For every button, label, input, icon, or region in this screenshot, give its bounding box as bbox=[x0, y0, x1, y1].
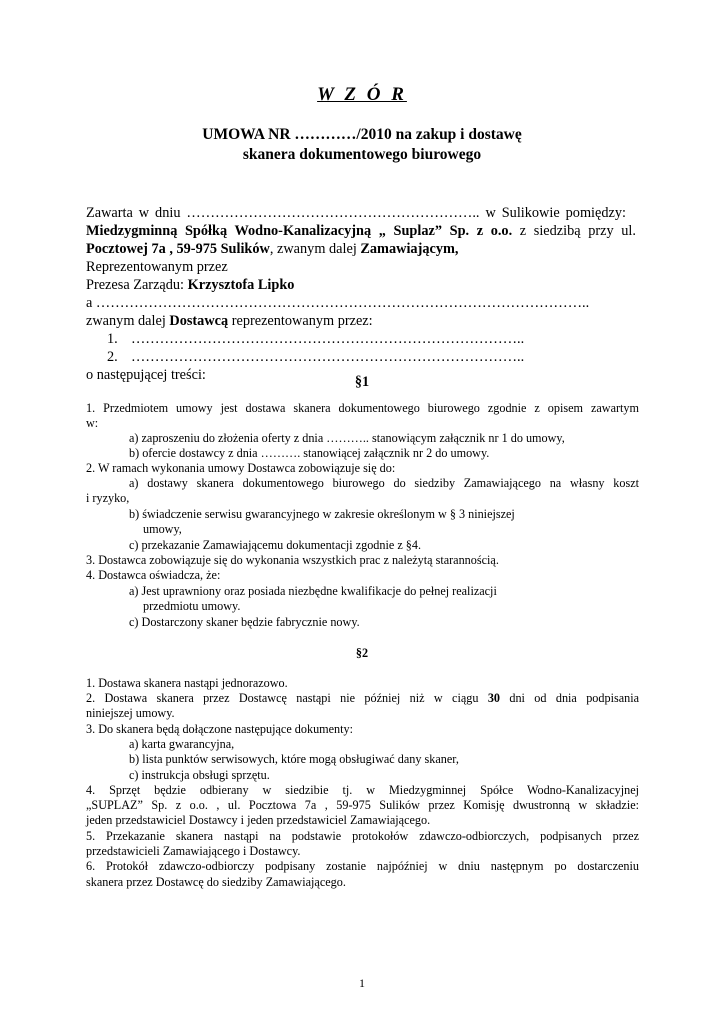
intro-line-7-post: reprezentowanym przez: bbox=[228, 313, 373, 329]
intro-line-3-mid: , zwanym dalej bbox=[269, 241, 361, 257]
s2-item-2 bbox=[86, 691, 639, 707]
s2-item-4: 4. Sprzęt będzie odbierany w siedzibie tj. w Miedzygminnej Spółce Wodno-Kanalizacyjnej bbox=[86, 783, 639, 797]
s2-item-4-cont2: jeden przedstawiciel Dostawcy i jeden przedstawiciel Zamawiającego. bbox=[86, 813, 431, 827]
s1-item-1b: b) ofercie dostawcy z dnia ………. stanowiącej załącznik nr 2 do umowy. bbox=[129, 446, 490, 460]
representative-1: ……………………………………………………………………….. bbox=[131, 331, 525, 347]
s2-item-6: 6. Protokół zdawczo-odbiorczy podpisany zostanie najpóźniej w dniu następnym po dostarczeniu bbox=[86, 859, 639, 873]
s2-item-2-pre: 2. Dostawa skanera przez Dostawcę nastąpi nie później niż w ciągu bbox=[86, 691, 488, 705]
contract-title: UMOWA NR …………/2010 na zakup i dostawę bbox=[202, 126, 522, 143]
representative-2-number: 2. bbox=[107, 349, 118, 365]
delivery-days: 30 bbox=[487, 691, 500, 705]
intro-line-2-rest: z siedzibą przy ul. bbox=[512, 223, 636, 239]
representative-2: ……………………………………………………………………….. bbox=[131, 349, 525, 365]
intro-line-5 bbox=[86, 276, 294, 294]
s1-item-1a: a) zaproszeniu do złożenia oferty z dnia ……….. stanowiącym załącznik nr 1 do umowy, bbox=[129, 431, 565, 445]
s1-item-2c: c) przekazanie Zamawiającemu dokumentacji zgodnie z §4. bbox=[129, 538, 422, 552]
president-name: Krzysztofa Lipko bbox=[187, 277, 295, 293]
s2-item-5: 5. Przekazanie skanera nastąpi na podstawie protokołów zdawczo-odbiorczych, podpisanych przez bbox=[86, 829, 639, 843]
party-role: Zamawiającym, bbox=[360, 241, 459, 257]
intro-line-2 bbox=[86, 222, 636, 240]
contract-subtitle: skanera dokumentowego biurowego bbox=[242, 146, 482, 163]
party-address: Pocztowej 7a , 59-975 Sulików bbox=[86, 241, 270, 257]
section-1-heading: §1 bbox=[354, 374, 370, 390]
intro-line-10: o następującej treści: bbox=[86, 367, 206, 383]
s2-item-3c: c) instrukcja obsługi sprzętu. bbox=[129, 768, 270, 782]
intro-line-5-pre: Prezesa Zarządu: bbox=[86, 277, 188, 293]
section-2-heading: §2 bbox=[355, 646, 369, 660]
s2-item-3a: a) karta gwarancyjna, bbox=[129, 737, 235, 751]
supplier-label: Dostawcą bbox=[169, 313, 229, 329]
document-watermark-title: W Z Ó R bbox=[317, 84, 407, 105]
s2-item-2-post: dni od dnia podpisania bbox=[500, 691, 640, 705]
s1-item-2b: b) świadczenie serwisu gwarancyjnego w zakresie określonym w § 3 niniejszej bbox=[129, 507, 515, 521]
s1-item-2: 2. W ramach wykonania umowy Dostawca zobowiązuje się do: bbox=[86, 461, 396, 475]
s2-item-5-cont: przedstawicieli Zamawiającego i Dostawcy. bbox=[86, 844, 301, 858]
intro-line-7-pre: zwanym dalej bbox=[86, 313, 170, 329]
s2-item-2-cont: niniejszej umowy. bbox=[86, 706, 175, 720]
s1-item-2b-cont: umowy, bbox=[143, 522, 182, 536]
intro-line-6: a ………………………………………………………………………………………….. bbox=[86, 295, 590, 311]
s2-item-1: 1. Dostawa skanera nastąpi jednorazowo. bbox=[86, 676, 288, 690]
s2-item-6-cont: skanera przez Dostawcę do siedziby Zamawiającego. bbox=[86, 875, 346, 889]
intro-line-1: Zawarta w dniu …………………………………………………….. w Sulikowie pomiędzy: bbox=[86, 205, 626, 221]
s2-item-3: 3. Do skanera będą dołączone następujące dokumenty: bbox=[86, 722, 354, 736]
s1-item-4a-cont: przedmiotu umowy. bbox=[143, 599, 241, 613]
s2-item-4-cont1: „SUPLAZ” Sp. z o.o. , ul. Pocztowa 7a , 59-975 Sulików przez Komisję dwustronną w składzie: bbox=[86, 798, 639, 812]
s1-item-4c: c) Dostarczony skaner będzie fabrycznie nowy. bbox=[129, 615, 360, 629]
s1-item-2a: a) dostawy skanera dokumentowego biurowego do siedziby Zamawiającego na własny koszt bbox=[129, 476, 639, 490]
s1-item-4a: a) Jest uprawniony oraz posiada niezbędne kwalifikacje do pełnej realizacji bbox=[129, 584, 497, 598]
intro-line-7 bbox=[86, 312, 373, 330]
intro-line-4: Reprezentowanym przez bbox=[86, 259, 228, 275]
s1-item-1-cont: w: bbox=[86, 416, 99, 430]
page-number: 1 bbox=[359, 976, 365, 990]
s1-item-2a-cont: i ryzyko, bbox=[86, 491, 130, 505]
s1-item-4: 4. Dostawca oświadcza, że: bbox=[86, 568, 221, 582]
representative-1-number: 1. bbox=[107, 331, 118, 347]
party-name: Miedzygminną Spółką Wodno-Kanalizacyjną „ Suplaz” Sp. z o.o. bbox=[86, 223, 513, 239]
s1-item-3: 3. Dostawca zobowiązuje się do wykonania wszystkich prac z należytą starannością. bbox=[86, 553, 499, 567]
s1-item-1: 1. Przedmiotem umowy jest dostawa skanera dokumentowego biurowego zgodnie z opisem zawartym bbox=[86, 401, 639, 415]
s2-item-3b: b) lista punktów serwisowych, które mogą obsługiwać dany skaner, bbox=[129, 752, 459, 766]
intro-line-3 bbox=[86, 240, 458, 258]
